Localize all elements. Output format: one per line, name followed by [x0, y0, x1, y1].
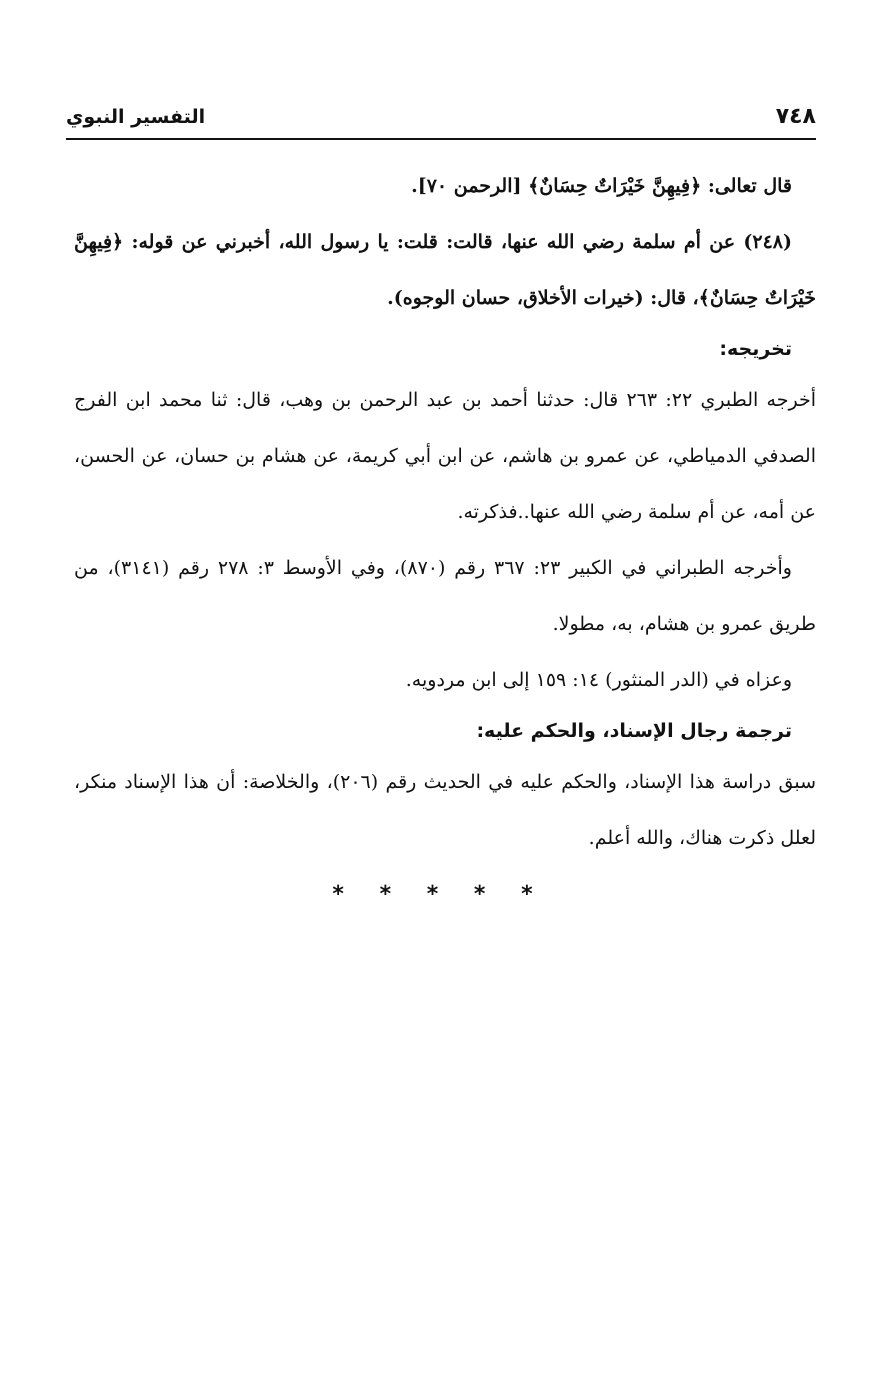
page-header	[66, 104, 816, 138]
takhrij-text-3: وعزاه في (الدر المنثور) ١٤: ١٥٩ إلى ابن مردويه.	[405, 669, 792, 691]
header-divider	[66, 138, 816, 140]
verse-intro	[74, 158, 816, 214]
takhrij-paragraph-2	[74, 540, 816, 652]
rijal-text: سبق دراسة هذا الإسناد، والحكم عليه في الحديث رقم (٢٠٦)، والخلاصة: أن هذا الإسناد منكر، لعلل ذكرت هناك، والله أعلم.	[74, 771, 816, 849]
takhrij-text-1: أخرجه الطبري ٢٢: ٢٦٣ قال: حدثنا أحمد بن عبد الرحمن بن وهب، قال: ثنا محمد ابن الفرج الصدفي الدمياطي، عن عمرو بن هاشم، عن ابن أبي كريمة، عن هشام بن حسان، عن الحسن، عن أمه، عن أم سلمة رضي الله عنها..فذكرته.	[74, 389, 816, 523]
takhrij-heading: تخريجه:	[719, 338, 792, 360]
section-separator: * * * * *	[332, 882, 547, 907]
hadith-paragraph	[74, 214, 816, 326]
hadith-number: (٢٤٨)	[743, 231, 792, 253]
page-body	[74, 158, 816, 866]
hadith-text: عن أم سلمة رضي الله عنها، قالت: قلت: يا رسول الله، أخبرني عن قوله: ﴿فِيهِنَّ خَيْرَاتٌ حِسَانٌ﴾، قال: (خيرات الأخلاق، حسان الوجوه).	[74, 231, 816, 309]
page-number: ٧٤٨	[775, 104, 816, 129]
rijal-paragraph	[74, 754, 816, 866]
verse-intro-text: قال تعالى: ﴿فِيهِنَّ خَيْرَاتٌ حِسَانٌ﴾ [الرحمن ٧٠].	[411, 175, 792, 197]
rijal-heading: ترجمة رجال الإسناد، والحكم عليه:	[476, 720, 792, 742]
takhrij-paragraph-3	[74, 652, 816, 708]
takhrij-text-2: وأخرجه الطبراني في الكبير ٢٣: ٣٦٧ رقم (٨٧٠)، وفي الأوسط ٣: ٢٧٨ رقم (٣١٤١)، من طريق عمرو بن هشام، به، مطولا.	[74, 557, 816, 635]
running-title: التفسير النبوي	[66, 106, 206, 128]
takhrij-paragraph-1	[74, 372, 816, 540]
